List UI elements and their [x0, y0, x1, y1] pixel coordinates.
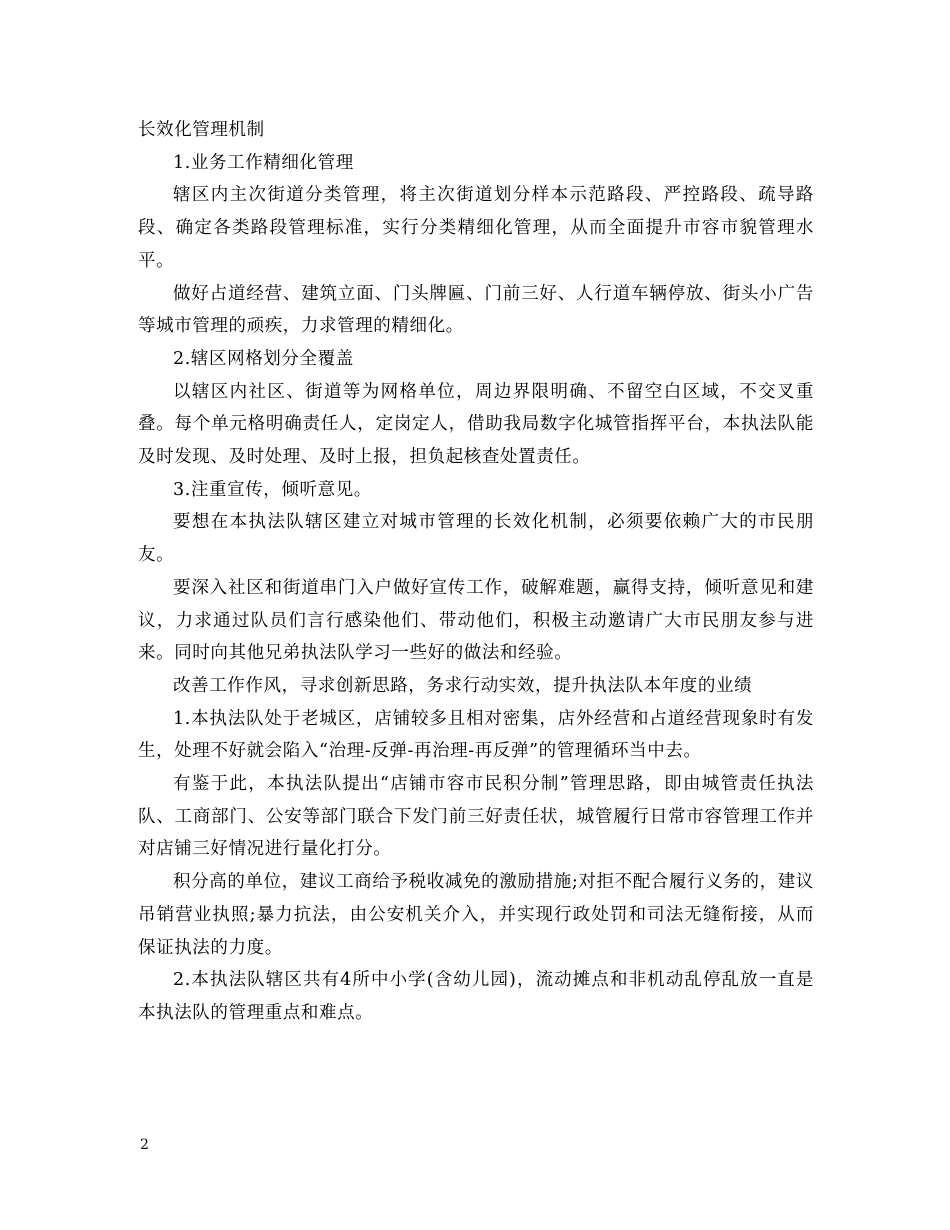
paragraph: 1.本执法队处于老城区，店铺较多且相对密集，店外经营和占道经营现象时有发生，处理不好就会陷入“治理-反弹-再治理-再反弹”的管理循环当中去。: [138, 708, 814, 762]
subheading: 2.辖区网格划分全覆盖: [173, 348, 354, 369]
subheading: 1.业务工作精细化管理: [173, 152, 354, 173]
paragraph: 做好占道经营、建筑立面、门头牌匾、门前三好、人行道车辆停放、街头小广告等城市管理的顽疾，力求管理的精细化。: [138, 283, 814, 337]
section-heading: 长效化管理机制: [138, 120, 265, 140]
paragraph: 辖区内主次街道分类管理，将主次街道划分样本示范路段、严控路段、疏导路段、确定各类路段管理标准，实行分类精细化管理，从而全面提升市容市貌管理水平。: [138, 185, 814, 271]
paragraph: 以辖区内社区、街道等为网格单位，周边界限明确、不留空白区域，不交叉重叠。每个单元格明确责任人，定岗定人，借助我局数字化城管指挥平台，本执法队能及时发现、及时处理、及时上报，担负起核查处置责任。: [138, 381, 814, 468]
paragraph: 要深入社区和街道串门入户做好宣传工作，破解难题，赢得支持，倾听意见和建议，力求通过队员们言行感染他们、带动他们，积极主动邀请广大市民朋友参与进来。同时向其他兄弟执法队学习一些好的做法和经验。: [138, 577, 814, 664]
paragraph: 积分高的单位，建议工商给予税收减免的激励措施;对拒不配合履行义务的，建议吊销营业执照;暴力抗法，由公安机关介入，并实现行政处罚和司法无缝衔接，从而保证执法的力度。: [138, 872, 814, 958]
subheading: 3.注重宣传，倾听意见。: [173, 479, 372, 500]
document-body: [138, 114, 814, 1030]
page-number: 2: [140, 1137, 149, 1153]
paragraph: 要想在本执法队辖区建立对城市管理的长效化机制，必须要依赖广大的市民朋友。: [138, 512, 814, 566]
paragraph: 2.本执法队辖区共有4所中小学(含幼儿园)，流动摊点和非机动乱停乱放一直是本执法队的管理重点和难点。: [138, 970, 814, 1023]
section-heading: 改善工作作风，寻求创新思路，务求行动实效，提升执法队本年度的业绩: [173, 675, 753, 696]
paragraph: 有鉴于此，本执法队提出“店铺市容市民积分制”管理思路，即由城管责任执法队、工商部门、公安等部门联合下发门前三好责任状，城管履行日常市容管理工作并对店铺三好情况进行量化打分。: [138, 774, 814, 860]
